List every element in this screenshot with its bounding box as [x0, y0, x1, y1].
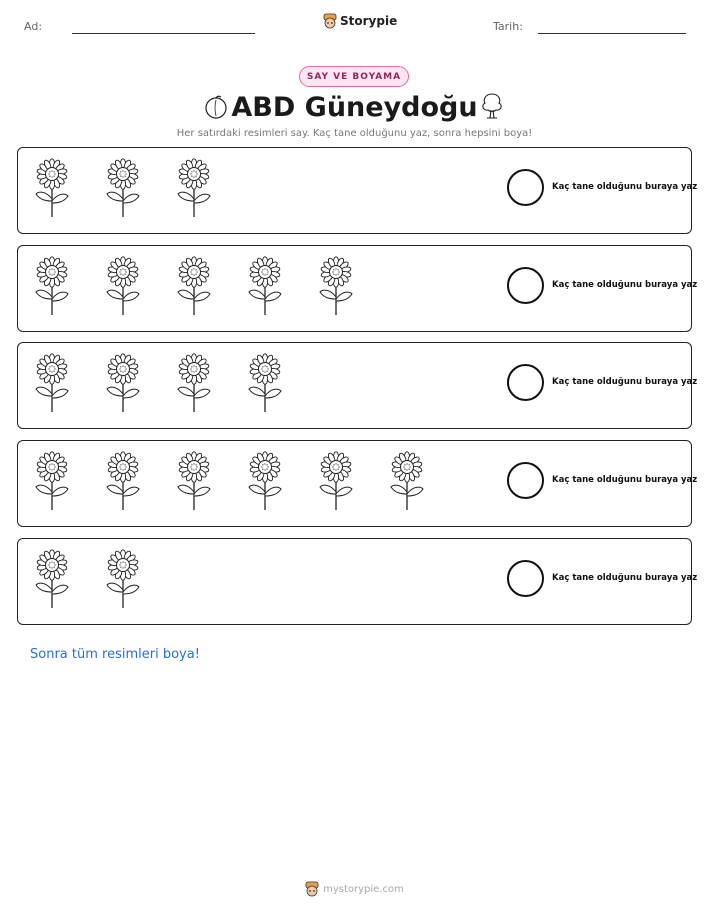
- answer-circle[interactable]: [507, 267, 544, 304]
- sunflower-icon[interactable]: [103, 157, 174, 219]
- footer-url[interactable]: mystorypie.com: [323, 883, 404, 895]
- sunflower-icon[interactable]: [245, 255, 316, 317]
- sunflower-icon[interactable]: [316, 450, 387, 512]
- answer-prompt: Kaç tane olduğunu buraya yaz: [552, 280, 698, 290]
- count-row: [17, 342, 698, 429]
- item-group: [32, 548, 174, 610]
- answer-circle[interactable]: [507, 462, 544, 499]
- brand-logo: [323, 13, 397, 29]
- tree-icon: [478, 90, 506, 120]
- date-line[interactable]: [538, 33, 686, 34]
- coloring-note: Sonra tüm resimleri boya!: [30, 647, 200, 662]
- footer: [0, 881, 709, 897]
- sunflower-icon[interactable]: [174, 255, 245, 317]
- sunflower-icon[interactable]: [32, 352, 103, 414]
- date-label: Tarih:: [493, 20, 523, 33]
- sunflower-icon[interactable]: [174, 450, 245, 512]
- answer-prompt: Kaç tane olduğunu buraya yaz: [552, 475, 698, 485]
- count-row: [17, 147, 698, 234]
- sunflower-icon[interactable]: [174, 352, 245, 414]
- count-row: [17, 440, 698, 527]
- sunflower-icon[interactable]: [103, 450, 174, 512]
- item-group: [32, 352, 316, 414]
- page-title: ABD Güneydoğu: [231, 92, 478, 123]
- answer-circle[interactable]: [507, 364, 544, 401]
- item-group: [32, 255, 387, 317]
- sunflower-icon[interactable]: [32, 548, 103, 610]
- sunflower-icon[interactable]: [103, 255, 174, 317]
- sunflower-icon[interactable]: [245, 450, 316, 512]
- answer-circle[interactable]: [507, 169, 544, 206]
- activity-badge: SAY VE BOYAMA: [299, 66, 409, 87]
- brand-name: Storypie: [340, 14, 398, 28]
- sunflower-icon[interactable]: [174, 157, 245, 219]
- name-line[interactable]: [72, 33, 255, 34]
- answer-prompt: Kaç tane olduğunu buraya yaz: [552, 377, 698, 387]
- item-group: [32, 450, 458, 512]
- sunflower-icon[interactable]: [245, 352, 316, 414]
- answer-prompt: Kaç tane olduğunu buraya yaz: [552, 573, 698, 583]
- sunflower-icon[interactable]: [32, 157, 103, 219]
- answer-prompt: Kaç tane olduğunu buraya yaz: [552, 182, 698, 192]
- sunflower-icon[interactable]: [32, 255, 103, 317]
- sunflower-icon[interactable]: [103, 352, 174, 414]
- sunflower-icon[interactable]: [387, 450, 458, 512]
- sunflower-icon[interactable]: [316, 255, 387, 317]
- sunflower-icon[interactable]: [103, 548, 174, 610]
- name-label: Ad:: [24, 20, 43, 33]
- count-row: [17, 538, 698, 625]
- count-row: [17, 245, 698, 332]
- answer-circle[interactable]: [507, 560, 544, 597]
- storypie-mascot-icon: [305, 881, 319, 897]
- sunflower-icon[interactable]: [32, 450, 103, 512]
- instructions: Her satırdaki resimleri say. Kaç tane olduğunu yaz, sonra hepsini boya!: [176, 128, 533, 139]
- storypie-mascot-icon: [323, 13, 337, 29]
- item-group: [32, 157, 245, 219]
